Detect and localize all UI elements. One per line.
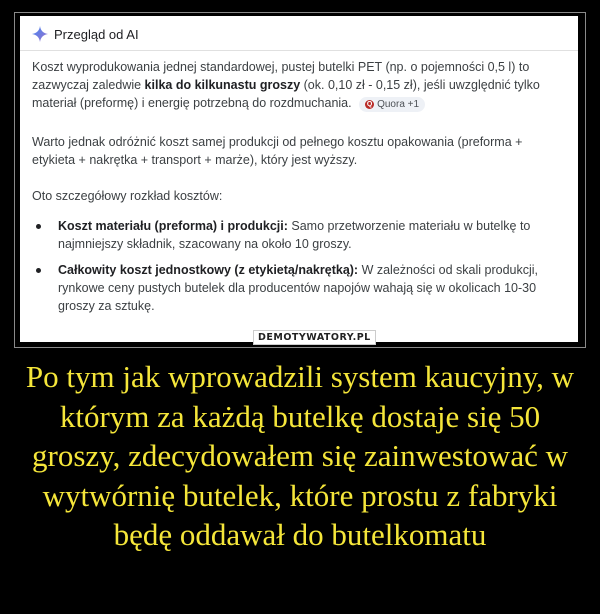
ai-overview-title: Przegląd od AI xyxy=(54,26,139,42)
bullet-dot-icon xyxy=(36,224,41,229)
source-chip-quora[interactable] xyxy=(359,97,425,112)
paragraph1-text-a: Koszt wyprodukowania jednej standardowej, pustej butelki PET (np. o pojemności 0,5 l) to zazwyczaj zaledwie xyxy=(32,60,530,92)
bullet-bold: Całkowity koszt jednostkowy (z etykietą/nakrętką): xyxy=(58,263,359,277)
paragraph-cost-summary xyxy=(32,58,568,112)
watermark: DEMOTYWATORY.PL xyxy=(253,330,376,345)
bullet-text: Samo przetworzenie materiału w butelkę to najmniejszy składnik, szacowany na około 10 groszy. xyxy=(58,219,531,251)
ai-sparkle-icon xyxy=(32,26,48,42)
source-chip-label: Quora +1 xyxy=(377,98,420,110)
list-item xyxy=(32,261,568,315)
ai-overview-header xyxy=(32,26,139,42)
bullet-dot-icon xyxy=(36,268,41,273)
bullet-text: W zależności od skali produkcji, rynkowe ceny pustych butelek dla producentów napojów wahają się w okolicach 10-30 groszy za sztukę. xyxy=(58,263,539,313)
header-divider xyxy=(20,50,578,51)
cost-breakdown-list xyxy=(32,217,568,323)
bullet-bold: Koszt materiału (preforma) i produkcji: xyxy=(58,219,288,233)
paragraph-full-cost: Warto jednak odróżnić koszt samej produkcji od pełnego kosztu opakowania (preforma + etykieta + nakrętka + transport + marże), który jest wyższy. xyxy=(32,135,523,167)
ai-overview-screenshot xyxy=(20,16,578,342)
list-item xyxy=(32,217,568,253)
paragraph1-bold: kilka do kilkunastu groszy xyxy=(144,78,301,92)
paragraph-breakdown-intro: Oto szczegółowy rozkład kosztów: xyxy=(32,189,223,203)
quora-icon: Q xyxy=(366,101,373,108)
paragraph1-text-b: (ok. 0,10 zł - 0,15 zł), jeśli uwzględnić tylko materiał (preformę) i energię potrzebną do rozdmuchania. xyxy=(32,78,540,110)
caption-text: Po tym jak wprowadzili system kaucyjny, w którym za każdą butelkę dostaje się 50 groszy, zdecydowałem się zainwestować w wytwórnię butelek, które prostu z fabryki będę oddawał do butelkomatu xyxy=(25,359,575,552)
